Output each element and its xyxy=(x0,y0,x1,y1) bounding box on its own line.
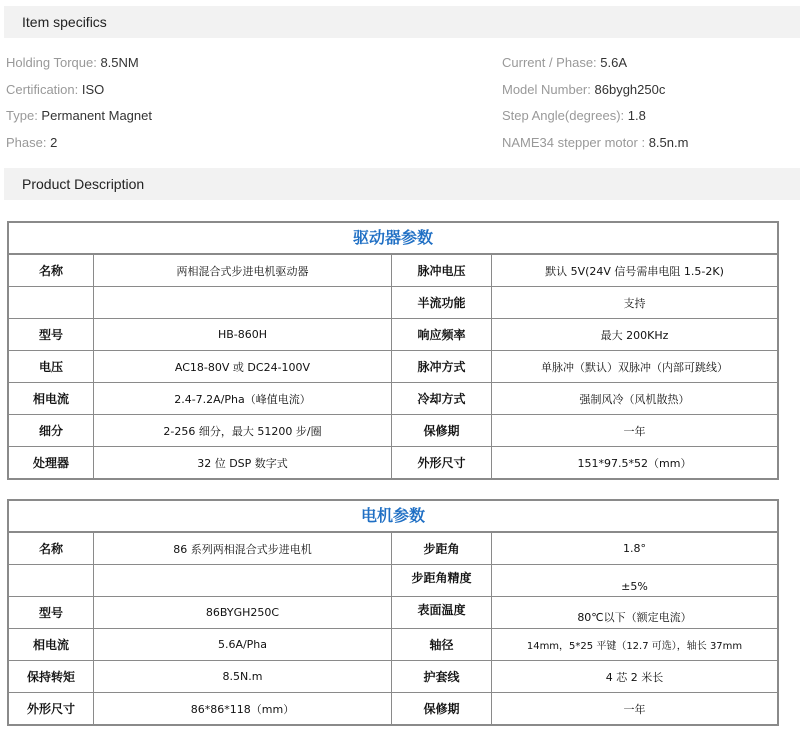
table-row xyxy=(9,255,777,286)
spec-key: Holding Torque xyxy=(6,55,94,70)
table-cell: 相电流 xyxy=(32,638,69,652)
table-cell: 电压 xyxy=(38,360,63,374)
table-cell: 相电流 xyxy=(32,392,69,406)
table-cell: 2-256 细分，最大 51200 步/圈 xyxy=(93,415,391,446)
spec-value: 1.8 xyxy=(627,108,646,123)
table-cell: 半流功能 xyxy=(391,287,491,318)
table-cell: 一年 xyxy=(491,693,777,724)
item-specifics-header xyxy=(4,6,800,38)
table-cell: 保修期 xyxy=(391,693,491,724)
driver-table-title: 驱动器参数 xyxy=(9,223,777,255)
table-row xyxy=(9,286,777,318)
table-cell: 2.4-7.2A/Pha（峰值电流） xyxy=(93,383,391,414)
spec-value: 8.5n.m xyxy=(648,135,689,150)
table-row xyxy=(9,660,777,692)
table-cell: 默认 5V(24V 信号需串电阻 1.5-2K) xyxy=(491,255,777,286)
spec-key: Step Angle(degrees) xyxy=(502,108,621,123)
table-cell: 1.8° xyxy=(491,533,777,564)
table-cell: 单脉冲（默认）双脉冲（内部可跳线） xyxy=(491,351,777,382)
spec-key: Current / Phase xyxy=(502,55,594,70)
table-cell: 表面温度 xyxy=(391,597,491,628)
table-cell: 响应频率 xyxy=(391,319,491,350)
table-cell: 支持 xyxy=(491,287,777,318)
table-cell: 冷却方式 xyxy=(391,383,491,414)
table-row xyxy=(9,350,777,382)
table-cell: 86 系列两相混合式步进电机 xyxy=(93,533,391,564)
table-cell: 轴径 xyxy=(391,629,491,660)
table-cell: 步距角精度 xyxy=(391,565,491,596)
spec-key: Phase xyxy=(6,135,43,150)
spec-value: 2 xyxy=(50,135,58,150)
table-cell: 86BYGH250C xyxy=(93,597,391,628)
table-cell: 保持转矩 xyxy=(26,670,75,684)
table-cell: 5.6A/Pha xyxy=(93,629,391,660)
table-cell: 脉冲电压 xyxy=(391,255,491,286)
spec-certification: Certification: ISO xyxy=(6,82,105,97)
spec-key: NAME34 stepper motor xyxy=(502,135,642,150)
table-cell: 名称 xyxy=(38,542,63,556)
table-cell: 8.5N.m xyxy=(93,661,391,692)
table-cell xyxy=(9,287,93,318)
table-cell: 两相混合式步进电机驱动器 xyxy=(93,255,391,286)
motor-table-title: 电机参数 xyxy=(9,501,777,533)
product-description-header xyxy=(4,168,800,200)
table-cell: 步距角 xyxy=(391,533,491,564)
table-cell: 护套线 xyxy=(391,661,491,692)
spec-holding-torque: Holding Torque: 8.5NM xyxy=(6,55,139,70)
table-cell: 型号 xyxy=(38,606,63,620)
table-cell: 脉冲方式 xyxy=(391,351,491,382)
table-cell: 14mm，5*25 平键（12.7 可选），轴长 37mm xyxy=(491,629,777,660)
table-cell xyxy=(9,565,93,596)
table-cell: 名称 xyxy=(38,264,63,278)
table-cell: HB-860H xyxy=(93,319,391,350)
spec-value: 8.5NM xyxy=(100,55,139,70)
spec-value: Permanent Magnet xyxy=(41,108,152,123)
table-cell: 外形尺寸 xyxy=(391,447,491,478)
table-row xyxy=(9,382,777,414)
spec-key: Model Number xyxy=(502,82,588,97)
table-row xyxy=(9,446,777,478)
table-cell: 处理器 xyxy=(32,456,69,470)
table-row xyxy=(9,318,777,350)
table-row xyxy=(9,414,777,446)
spec-key: Certification xyxy=(6,82,75,97)
table-cell: 151*97.5*52（mm） xyxy=(491,447,777,478)
table-cell: ±5% xyxy=(491,565,777,596)
table-cell: 4 芯 2 米长 xyxy=(491,661,777,692)
spec-value: ISO xyxy=(81,82,105,97)
table-cell: 最大 200KHz xyxy=(491,319,777,350)
table-cell: 型号 xyxy=(38,328,63,342)
spec-step-angle: Step Angle(degrees): 1.8 xyxy=(502,108,646,123)
table-cell: 强制风冷（风机散热） xyxy=(491,383,777,414)
item-specifics-title: Item specifics xyxy=(22,14,107,30)
spec-phase: Phase: 2 xyxy=(6,135,58,150)
spec-type: Type: Permanent Magnet xyxy=(6,108,152,123)
table-cell: 一年 xyxy=(491,415,777,446)
table-row xyxy=(9,628,777,660)
table-cell: 80℃以下（额定电流） xyxy=(491,597,777,628)
table-cell xyxy=(93,565,391,596)
table-cell: 86*86*118（mm） xyxy=(93,693,391,724)
product-description-title: Product Description xyxy=(22,176,145,192)
table-cell xyxy=(93,287,391,318)
spec-value: 86bygh250c xyxy=(594,82,666,97)
table-cell: 保修期 xyxy=(391,415,491,446)
table-cell: 外形尺寸 xyxy=(26,702,75,716)
driver-parameters-table xyxy=(7,221,779,480)
spec-value: 5.6A xyxy=(600,55,628,70)
table-row xyxy=(9,692,777,724)
spec-key: Type xyxy=(6,108,35,123)
spec-current-phase: Current / Phase: 5.6A xyxy=(502,55,628,70)
motor-parameters-table xyxy=(7,499,779,726)
table-cell: 32 位 DSP 数字式 xyxy=(93,447,391,478)
table-row xyxy=(9,596,777,628)
spec-model-number: Model Number: 86bygh250c xyxy=(502,82,666,97)
table-cell: AC18-80V 或 DC24-100V xyxy=(93,351,391,382)
spec-name34: NAME34 stepper motor : 8.5n.m xyxy=(502,135,689,150)
table-row xyxy=(9,533,777,564)
table-cell: 细分 xyxy=(38,424,63,438)
table-row xyxy=(9,564,777,596)
